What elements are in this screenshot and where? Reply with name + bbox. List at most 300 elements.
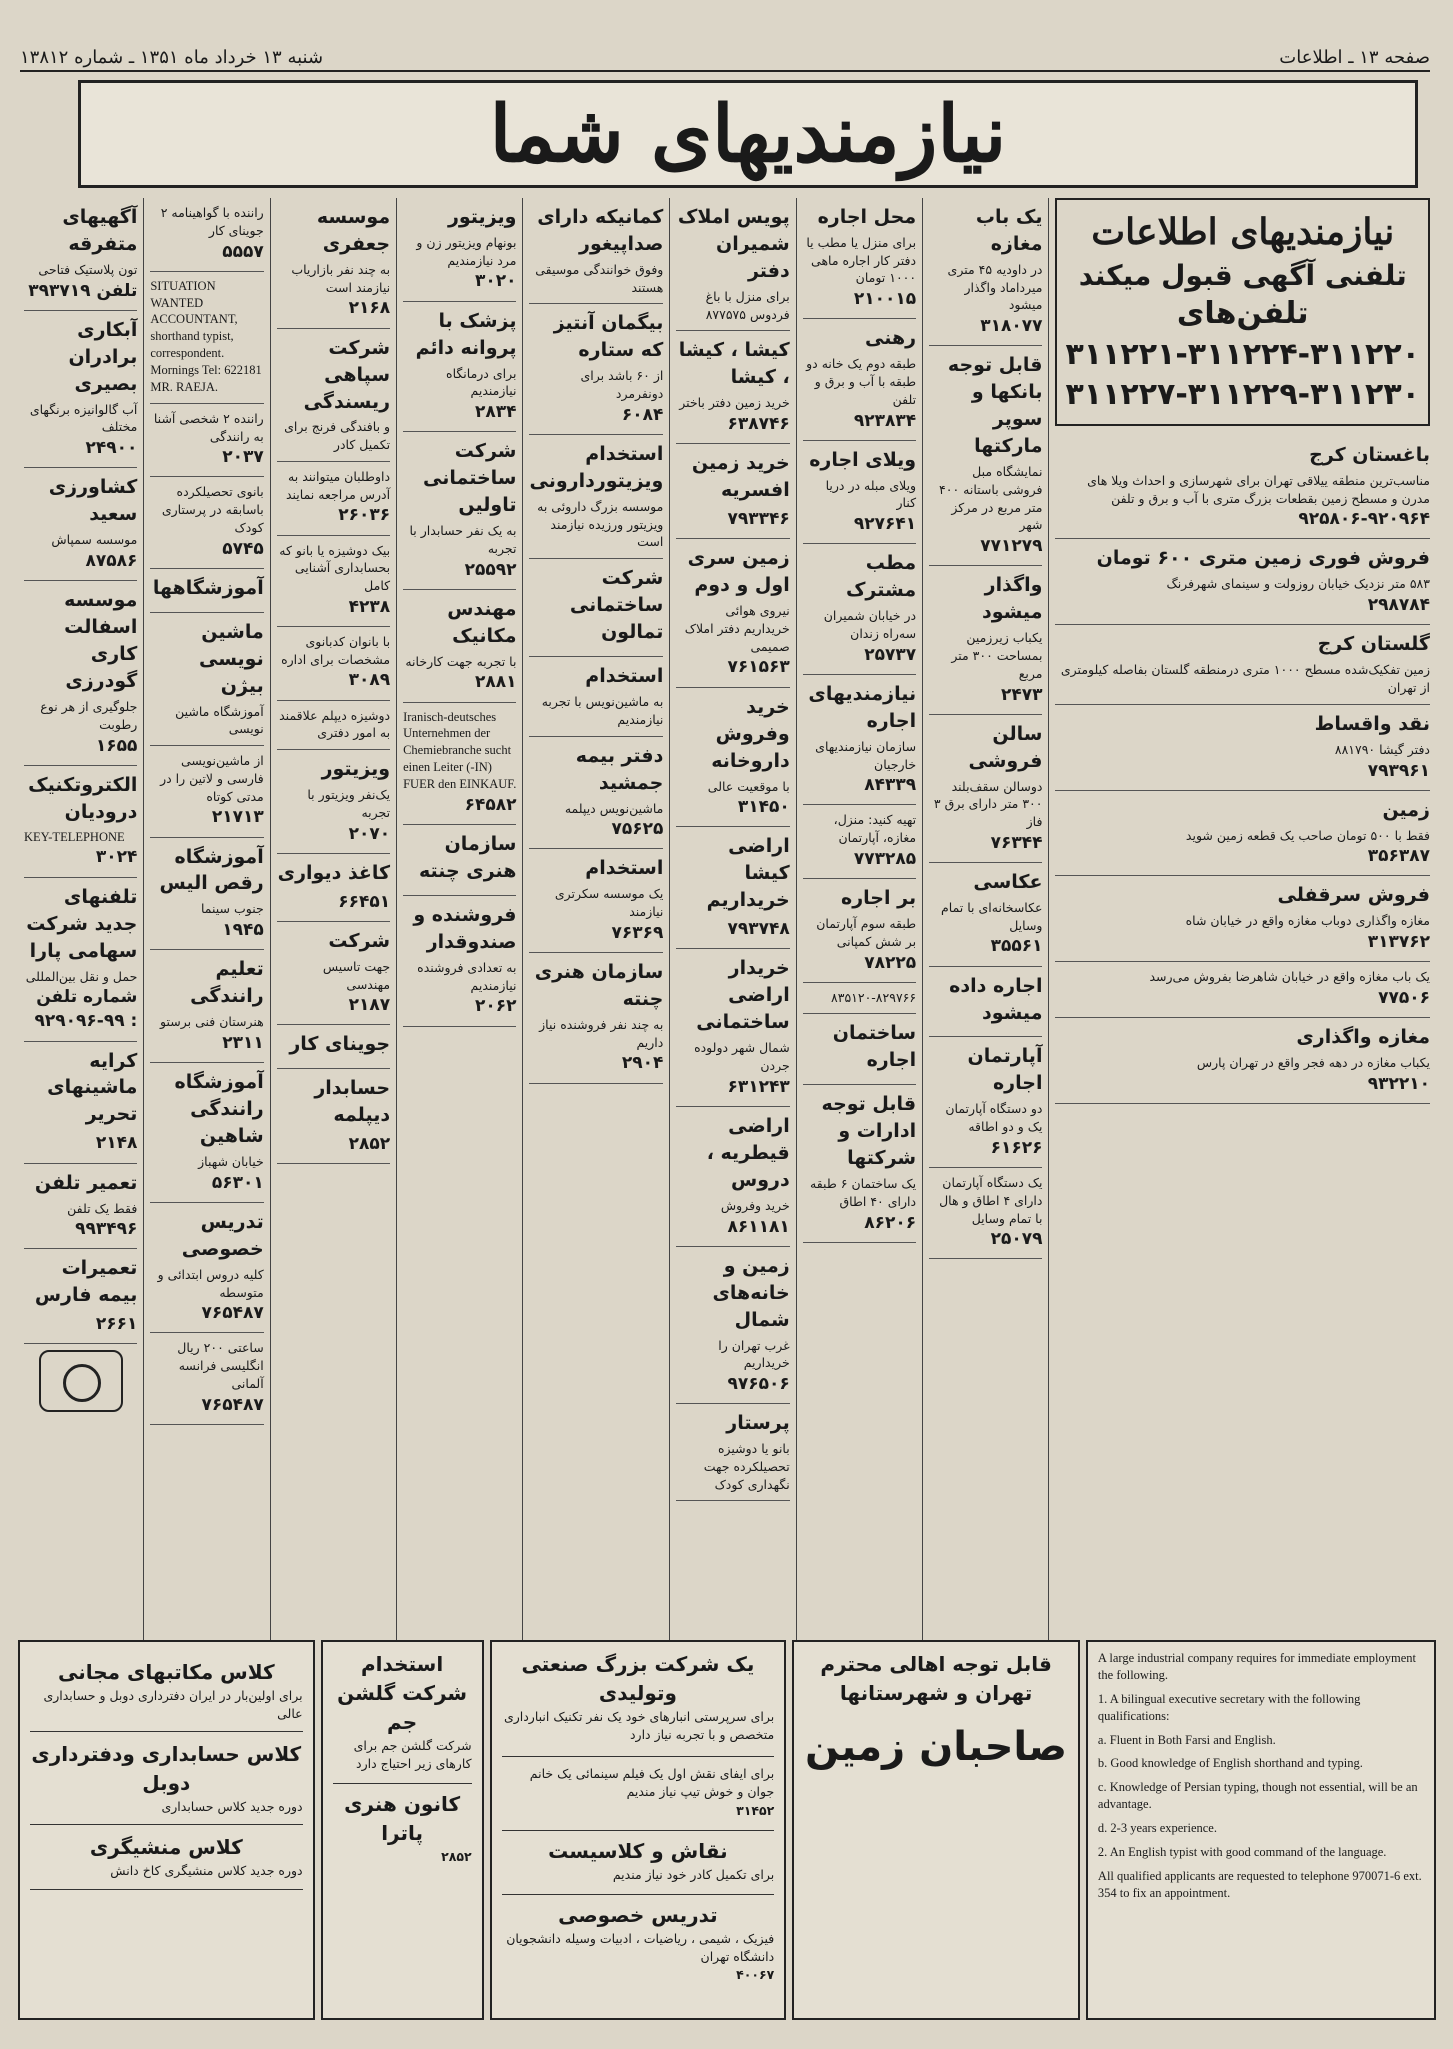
- ad-text: با تجربه جهت کارخانه: [405, 653, 517, 669]
- ad-text: یک‌نفر ویزیتور با تجربه: [307, 787, 391, 820]
- film-ad-text: برای ایفای نقش اول یک فیلم سینمائی یک خانم جوان و خوش تیپ نیاز مندیم: [529, 1766, 775, 1800]
- ad-heading: کشاورزی سعید: [48, 476, 138, 526]
- company-recruit-ad: [321, 1640, 484, 2020]
- classified-ad: [150, 477, 263, 568]
- ad-phone: ۹۳۲۲۱۰: [1367, 1073, 1430, 1094]
- ad-heading: آموزشگاهها: [152, 576, 264, 599]
- ad-text: خیابان شهباز: [198, 1154, 264, 1170]
- ad-text: به چند نفر فروشنده نیاز داریم: [539, 1016, 664, 1050]
- ad-text: مناسب‌ترین منطقه ییلاقی تهران برای شهرسازی و احداث ویلا های مدرن و مسطح زمین بقطعات بزرگ مترى با آب و برق و تلفن: [1087, 472, 1430, 506]
- classified-ad: [803, 198, 916, 319]
- ad-heading: تدریس خصوصی: [181, 1210, 264, 1260]
- classified-ad: [803, 675, 916, 806]
- ad-heading: خریدار اراضی ساختمانی: [696, 957, 790, 1034]
- classified-ad: [676, 827, 789, 949]
- land-owners-subtitle: قابل توجه اهالی محترم تهران و شهرستانها: [820, 1652, 1052, 1705]
- classified-ad: [676, 949, 789, 1107]
- classified-ad: [277, 1025, 390, 1069]
- english-ad-line: b. Good knowledge of English shorthand and typing.: [1097, 1756, 1363, 1771]
- ad-heading: کیشا ، کیشا ، کیشا: [678, 339, 790, 389]
- classified-ad: [803, 544, 916, 675]
- ad-text: به چند نفر بازاریاب نیازمند است: [291, 261, 391, 295]
- ad-text: و بافندگی فرنج برای تکمیل کادر: [284, 419, 391, 453]
- classified-ad: [929, 1168, 1042, 1259]
- english-job-ad: [1086, 1640, 1436, 2020]
- ad-text: برای منزل یا مطب یا دفتر کار اجاره ماهی ۱۰۰۰ تومان: [806, 234, 917, 286]
- column-4-ads: [676, 198, 789, 1501]
- ad-phone: ۴۲۳۸: [348, 596, 391, 617]
- ad-text: جنوب سینما: [200, 901, 264, 917]
- ad-heading: آگهیهای متفرقه: [62, 206, 138, 255]
- patra-title: کانون هنری پاترا: [344, 1792, 461, 1846]
- ad-phone: تلفن ۳۹۳۷۱۹: [28, 280, 138, 301]
- info-box: [1055, 198, 1430, 426]
- ad-phone: ۲۵۰۷۹: [990, 1229, 1043, 1250]
- ad-heading: قابل توجه بانکها و سوپر مارکتها: [947, 354, 1043, 458]
- ad-heading: شرکت: [328, 929, 391, 952]
- ad-text: به یک نفر حسابدار با تجربه: [409, 523, 517, 556]
- ad-heading: زمین سری اول و دوم: [687, 547, 790, 597]
- company-recruit-title: استخدام شرکت گلشن جم: [337, 1652, 468, 1734]
- ad-heading: اراضی قیطریه ، دروس: [706, 1114, 790, 1191]
- ad-heading: پویس املاک شمیران دفتر: [677, 206, 790, 282]
- ad-text: یک دستگاه آپارتمان دارای ۴ اطاق و هال با تمام وسایل: [939, 1175, 1043, 1226]
- classified-ad: [277, 1069, 390, 1164]
- english-ad-line: 2. An English typist with good command of the language.: [1097, 1844, 1387, 1859]
- class-ad-title: کلاس حسابداری ودفترداری دوبل: [31, 1742, 302, 1796]
- ad-phone: ۲۵۷۳۷: [864, 644, 917, 665]
- ad-heading: یک باب مغازه: [975, 206, 1043, 255]
- classified-ad: [277, 750, 390, 854]
- ad-phone: ۵۷۴۵: [222, 538, 264, 559]
- classified-ad: [150, 569, 263, 613]
- ad-text: در داودیه ۴۵ متری میرداماد واگذار میشود: [947, 261, 1043, 313]
- ad-text: خرید وفروش: [720, 1197, 790, 1213]
- ad-heading: فروش فوری زمین متری ۶۰۰ تومان: [1096, 547, 1430, 570]
- classified-ad: [676, 1247, 789, 1405]
- classified-ad: [24, 581, 137, 766]
- classified-ad: [529, 737, 663, 850]
- classified-ad: [676, 539, 789, 687]
- telephone-icon: [39, 1350, 123, 1412]
- classified-ad: [1055, 791, 1430, 877]
- ad-text: Iranisch-deutsches Unternehmen der Chemiebranche sucht einen Leiter (-IN) FUER den EINKAUF.: [403, 709, 517, 791]
- ad-phone: ۲۰۳۷: [222, 447, 264, 468]
- ad-text: موسسه سمپاش: [51, 532, 138, 548]
- ad-phone: ۶۱۶۲۶: [990, 1137, 1043, 1158]
- ad-heading: رهنی: [865, 327, 917, 350]
- ad-phone: ۷۶۱۵۶۳: [727, 657, 790, 678]
- classified-ad: [277, 329, 390, 462]
- ad-text: ۵۸۳ متر نزدیک خیابان روزولت و سینمای شهرفرنگ: [1166, 576, 1430, 592]
- classified-ad: [929, 198, 1042, 346]
- ad-heading: استخدام ویزیتوردارونی: [529, 443, 664, 492]
- ad-heading: آموزشگاه رقص الیس: [159, 845, 264, 895]
- ad-heading: بر اجاره: [841, 887, 917, 910]
- ad-heading: اراضی کیشا خریداریم: [706, 835, 790, 912]
- class-ad: [30, 1825, 303, 1889]
- ad-phone: ۷۸۲۲۵: [864, 952, 917, 973]
- ad-heading: زمین: [1382, 798, 1430, 821]
- film-ad-phone: ۳۱۴۵۲: [736, 1802, 775, 1818]
- classified-ad: [676, 1107, 789, 1247]
- ad-phone: ۶۰۸۴: [621, 404, 664, 425]
- ad-phone: ۷۶۵۴۸۷: [201, 1303, 264, 1324]
- ad-text: موسسه بزرگ داروئی به ویزیتور ورزیده نیازمند است: [537, 498, 664, 550]
- classified-ad: [150, 272, 263, 404]
- ad-phone: ۵۶۳۰۱: [211, 1172, 264, 1193]
- classified-ad: [403, 703, 516, 826]
- ad-phone: ۱۹۴۵: [222, 920, 264, 941]
- ad-heading: مطب مشترک: [845, 552, 917, 602]
- english-ad-line: All qualified applicants are requested to telephone 970071-6 ext. 354 to fix an appointment.: [1097, 1868, 1422, 1900]
- ad-heading: پرستار: [726, 1412, 790, 1435]
- ad-heading: کاغذ دیواری: [277, 861, 391, 884]
- patra-phone: ۲۸۵۲: [441, 1849, 472, 1865]
- tutoring-ad-title: تدریس خصوصی: [558, 1902, 718, 1927]
- ad-heading: آبکاری برادران بصیری: [68, 318, 138, 395]
- classified-ad: [150, 404, 263, 478]
- classes-ads: [18, 1640, 315, 2020]
- classified-ad: [403, 825, 516, 896]
- classified-ad: [1055, 705, 1430, 791]
- ad-text: ویلای مبله در دریا کنار: [825, 477, 917, 511]
- classified-ad: [24, 1042, 137, 1164]
- classified-ad: [277, 922, 390, 1026]
- classified-ad: [676, 198, 789, 331]
- ad-heading: عکاسی: [973, 870, 1043, 893]
- ad-phone: ۳۵۵۶۱: [990, 936, 1043, 957]
- painting-ad-text: برای تکمیل کادر خود نیاز مندیم: [612, 1866, 775, 1882]
- painting-ad-title: نقاش و کلاسیست: [548, 1838, 728, 1863]
- classified-ad: [277, 198, 390, 329]
- ad-phone: ۳۱۴۵۰: [737, 797, 790, 818]
- ad-heading: دفتر بیمه جمشید: [575, 744, 664, 794]
- classified-ad: [929, 1037, 1042, 1168]
- classified-ad: [803, 879, 916, 983]
- english-ad-line: a. Fluent in Both Farsi and English.: [1097, 1732, 1276, 1747]
- industrial-ad-title: یک شرکت بزرگ صنعتی وتولیدی: [521, 1652, 755, 1705]
- ad-text: حمل و نقل بین‌المللی: [25, 968, 138, 984]
- classified-ad: [803, 983, 916, 1015]
- ad-heading: سالن فروشی: [968, 722, 1043, 772]
- page-header-line: [20, 44, 1430, 72]
- ad-heading: خرید وفروش داروخانه: [711, 695, 790, 772]
- classified-ad: [277, 536, 390, 627]
- classified-ad: [1055, 876, 1430, 962]
- ad-text: یک باب مغازه واقع در خیابان شاهرضا بفروش می‌رسد: [1149, 969, 1430, 985]
- ad-text: KEY-TELEPHONE: [23, 829, 125, 844]
- ad-text: راننده ۲ شخصی آشنا به رانندگی: [153, 410, 264, 444]
- ad-heading: نقد واقساط: [1314, 712, 1430, 735]
- classified-ad: [150, 1203, 263, 1334]
- classified-ad: [150, 838, 263, 951]
- ad-phone: شماره تلفن : ۹۹-۹۲۹۰۹۶: [34, 987, 138, 1032]
- ad-text: در خیابان شمیران سه‌راه زندان: [823, 608, 917, 641]
- ad-text: غرب تهران را خریداریم: [718, 1337, 790, 1371]
- ad-text: برای درمانگاه نیازمندیم: [446, 365, 517, 399]
- ad-text: بونهام ویزیتور زن و مرد نیازمندیم: [416, 234, 517, 268]
- classified-ad: [529, 657, 663, 736]
- classified-ad: [150, 1333, 263, 1424]
- english-ad-line: c. Knowledge of Persian typing, though not essential, will be an advantage.: [1097, 1780, 1418, 1812]
- tutoring-ad-phone: ۴۰۰۶۷: [736, 1967, 775, 1982]
- ad-heading: سازمان هنری چنته: [534, 960, 664, 1010]
- ad-phone: ۶۳۸۷۴۶: [727, 414, 790, 435]
- class-ad-title: کلاس منشیگری: [89, 1835, 243, 1860]
- classified-ad: [24, 1249, 137, 1344]
- ad-heading: شرکت سپاهی ریسندگی: [303, 336, 391, 413]
- ad-heading: اجاره داده میشود: [949, 974, 1043, 1024]
- ad-phone: ۲۱۷۱۳: [211, 807, 264, 828]
- ad-heading: قابل توجه ادارات و شرکتها: [821, 1093, 917, 1170]
- ad-text: داوطلبان میتوانند به آدرس مراجعه نمایند: [285, 468, 391, 502]
- classified-ad: [24, 311, 137, 469]
- ad-heading: سازمان هنری چنته: [418, 833, 517, 882]
- ad-heading: زمین و خانه‌های شمال: [712, 1254, 790, 1331]
- ad-phone: ۷۹۳۹۶۱: [1367, 760, 1430, 781]
- ad-phone: ۹۲۳۸۳۴: [853, 410, 917, 431]
- ad-heading: فروش سرقفلی: [1277, 884, 1430, 907]
- class-ad: [30, 1650, 303, 1732]
- ad-heading: ویلای اجاره: [809, 448, 917, 471]
- ad-text: آموزشگاه ماشین نویسی: [175, 703, 264, 737]
- ad-phone: ۷۹۳۷۴۸: [727, 919, 790, 940]
- ad-text: نیروی هوائی خریداریم دفتر املاک صمیمی: [684, 603, 790, 654]
- tutoring-ad: [502, 1894, 775, 1984]
- ad-text: طبقه سوم آپارتمان بر شش کمپانی: [816, 916, 917, 949]
- classified-ad: [529, 849, 663, 953]
- ad-phone: ۳۰۲۰: [474, 271, 517, 292]
- ad-heading: الکتروتکنیک درودیان: [28, 773, 138, 823]
- ad-heading: باغستان کرج: [1309, 443, 1430, 466]
- ad-phone: ۳۵۶۳۸۷: [1367, 846, 1430, 867]
- ad-heading: تلفنهای جدید شرکت سهامی پارا: [26, 885, 138, 962]
- ad-phone: ۸۴۳۳۹: [864, 775, 917, 796]
- classified-ad: [529, 953, 663, 1084]
- ad-text: دو دستگاه آپارتمان یک و دو اطاقه: [945, 1101, 1043, 1135]
- ad-text: یکباب مغازه در دهه فجر واقع در تهران پارس: [1196, 1055, 1430, 1071]
- ad-phone: ۲۸۸۱: [474, 672, 517, 693]
- ad-phone: ۷۶۳۶۹: [611, 922, 664, 943]
- classified-ad: [277, 627, 390, 701]
- ad-text: فقط یک تلفن: [67, 1200, 138, 1216]
- classified-ad: [24, 878, 137, 1042]
- classified-ad: [24, 766, 137, 878]
- ad-text: هنرستان فنی برستو: [160, 1014, 264, 1030]
- ad-phone: ۷۶۵۴۸۷: [201, 1394, 264, 1415]
- ad-heading: گلستان کرج: [1317, 633, 1430, 656]
- ad-text: با بانوان کدبانوی مشخصات برای اداره: [281, 633, 391, 667]
- ad-heading: جوینای کار: [289, 1033, 391, 1056]
- english-ad-line: 1. A bilingual executive secretary with the following qualifications:: [1097, 1691, 1361, 1723]
- ad-phone: ۲۸۳۴: [474, 402, 517, 423]
- column-9-ads: [24, 198, 137, 1344]
- classified-ad: [929, 863, 1042, 967]
- ad-text: بانو یا دوشیزه تحصیلکرده جهت نگهداری کودک: [703, 1441, 790, 1492]
- ad-text: زمین تفکیک‌شده مسطح ۱۰۰۰ متری درمنطقه گلستان بفاصله کیلومتری از تهران: [1060, 662, 1430, 696]
- column-5-ads: [529, 198, 663, 1084]
- ad-phone: ۸۶۱۱۸۱: [727, 1216, 790, 1237]
- ad-heading: استخدام: [585, 665, 664, 688]
- classified-ad: [277, 462, 390, 536]
- industrial-ad-text: برای سرپرستی انبارهای خود یک نفر تکنیک انبارداری متخصص و با تجربه نیاز دارد: [503, 1709, 775, 1743]
- class-ad-text: دوره جدید کلاس حسابداری: [161, 1799, 303, 1815]
- ad-text: به تعدادی فروشنده نیازمندیم: [417, 959, 517, 993]
- ad-heading: موسسه جعفری: [316, 206, 391, 255]
- classified-ad: [529, 435, 663, 559]
- ad-text: یک موسسه سکرترى نیازمند: [554, 886, 664, 920]
- ad-text: ۸۳۵۱۲۰-۸۲۹۷۶۶: [831, 989, 917, 1005]
- ad-heading: تعلیم رانندگی: [190, 958, 264, 1008]
- ad-phone: ۲۴۷۳: [1000, 684, 1043, 705]
- ad-text: تهیه کنید: منزل، مغازه، آپارتمان: [833, 812, 917, 846]
- ad-heading: شرکت ساختمانی تمالون: [569, 567, 664, 644]
- ad-heading: تعمیر تلفن: [34, 1171, 138, 1194]
- ad-text: برای منزل با باغ فردوس ۸۷۷۵۷۵: [705, 288, 790, 322]
- ad-text: فقط با ۵۰۰ تومان صاحب یک قطعه زمین شوید: [1185, 827, 1430, 843]
- ad-heading: فروشنده و صندوقدار: [413, 903, 517, 953]
- ad-text: دوشیزه دیپلم علاقمند به امور دفتری: [279, 707, 391, 741]
- ad-phone: ۵۵۵۷: [222, 241, 264, 262]
- classified-ad: [403, 896, 516, 1027]
- ad-text: با موقعیت عالی: [707, 778, 790, 794]
- ad-phone: ۲۱۴۸: [95, 1133, 138, 1154]
- classified-ad: [403, 198, 516, 302]
- ad-phone: ۲۹۰۴: [621, 1053, 664, 1074]
- ad-phone: ۷۷۳۲۸۵: [853, 848, 917, 869]
- land-owners-ad: [792, 1640, 1080, 2020]
- ad-phone: ۸۷۵۸۶: [85, 551, 138, 572]
- ad-phone: ۷۷۵۰۶: [1378, 988, 1430, 1009]
- classified-ad: [676, 444, 789, 539]
- ad-text: مغازه واگذاری دوباب مغازه واقع در خیابان شاه: [1185, 913, 1430, 929]
- class-ad: [30, 1732, 303, 1825]
- ad-phone: ۲۹۸۷۸۴: [1367, 595, 1430, 616]
- classified-ad: [929, 566, 1042, 714]
- classified-ad: [403, 302, 516, 433]
- classified-ad: [803, 1014, 916, 1085]
- ad-phone: ۹۲۵۸۰۶-۹۲۰۹۶۴: [1298, 509, 1430, 530]
- column-2-ads: [929, 198, 1042, 1259]
- ad-phone: ۲۰۶۲: [474, 996, 517, 1017]
- ad-phone: ۱۶۵۵: [95, 735, 138, 756]
- tutoring-ad-text: فیزیک ، شیمی ، ریاضیات ، ادبیات وسیله دانشجویان دانشگاه تهران: [506, 1930, 775, 1964]
- ad-phone: ۲۸۵۲: [348, 1134, 391, 1155]
- classified-ad: [676, 331, 789, 444]
- ad-heading: ویزیتور: [321, 758, 391, 781]
- ad-phone: ۳۱۸۰۷۷: [980, 316, 1043, 337]
- column-6-ads: [403, 198, 516, 1027]
- classified-ad: [150, 950, 263, 1063]
- ad-text: وفوق خوانندگی موسیقی هستند: [535, 261, 664, 295]
- classified-ad: [803, 319, 916, 440]
- ad-text: دوسالن سقف‌بلند ۳۰۰ متر دارای برق ۳ فاز: [933, 778, 1043, 830]
- ad-phone: ۲۴۹۰۰: [85, 438, 138, 459]
- ad-text: نمایشگاه مبل فروشی باستانه ۴۰۰ متر مربع در مرکز شهر: [939, 464, 1043, 533]
- ad-heading: ساختمان اجاره: [832, 1022, 917, 1072]
- ad-phone: ۲۱۸۷: [348, 995, 391, 1016]
- masthead: [78, 80, 1418, 188]
- ad-text: تون پلاستیک فتاحی: [38, 261, 138, 277]
- column-1-ads: [1055, 436, 1430, 1104]
- ad-heading: مهندس مکانیک: [447, 597, 517, 647]
- classified-ad: [1055, 1018, 1430, 1104]
- info-box-title: نیازمندیهای اطلاعات: [1091, 211, 1395, 253]
- ad-heading: آموزشگاه رانندگی شاهین: [174, 1071, 264, 1148]
- ad-heading: واگذار میشود: [981, 574, 1043, 624]
- classified-ad: [929, 346, 1042, 566]
- classified-ad: [929, 967, 1042, 1038]
- ad-phone: ۶۴۵۸۲: [464, 794, 517, 815]
- ad-text: به ماشین‌نویس با تجربه نیازمندیم: [541, 694, 664, 727]
- ad-phone: ۲۱۰۰۱۵: [853, 289, 917, 310]
- classified-ad: [1055, 962, 1430, 1018]
- ad-text: آب گالوانیزه برنگهای مختلف: [29, 401, 138, 435]
- classified-ad: [24, 1164, 137, 1250]
- english-job-ad-text: [1098, 1650, 1424, 1902]
- classified-ad: [1055, 539, 1430, 625]
- ad-phone: ۳۰۲۴: [95, 847, 138, 868]
- page-number: صفحه ۱۳ ـ اطلاعات: [1279, 46, 1430, 68]
- info-box-subtitle: تلفنی آگهی قبول میکند: [1078, 258, 1407, 292]
- ad-heading: مغازه واگذاری: [1296, 1026, 1430, 1049]
- ad-text: یک ساختمان ۶ طبقه دارای ۴۰ اطاق: [810, 1176, 917, 1209]
- classified-ad: [150, 198, 263, 272]
- classified-ad: [150, 613, 263, 746]
- classified-ad: [676, 1404, 789, 1501]
- ad-phone: ۲۶۰۳۶: [338, 505, 391, 526]
- classified-ad: [803, 805, 916, 879]
- ad-phone: ۲۱۶۸: [348, 298, 391, 319]
- column-7-ads: [277, 198, 390, 1164]
- column-3-ads: [803, 198, 916, 1243]
- classified-ad: [929, 715, 1042, 863]
- ad-phone: ۹۲۷۶۴۱: [853, 514, 917, 535]
- ad-text: خرید زمین دفتر باختر: [679, 395, 790, 411]
- ad-heading: محل اجاره: [817, 206, 917, 228]
- painting-ad: [502, 1830, 775, 1884]
- ad-phone: ۹۹۳۴۹۶: [75, 1219, 138, 1240]
- classified-ad: [24, 468, 137, 581]
- classified-ad: [277, 701, 390, 751]
- classified-ad: [150, 746, 263, 837]
- ad-heading: تعمیرات بیمه فارس: [34, 1257, 138, 1307]
- ad-heading: کرایه ماشینهای تحریر: [47, 1049, 138, 1126]
- english-ad-line: d. 2-3 years experience.: [1097, 1821, 1217, 1835]
- ad-text: ساعتی ۲۰۰ ریال انگلیسی فرانسه آلمانی: [177, 1340, 264, 1391]
- ad-heading: پزشک با پروانه دائم: [415, 309, 517, 359]
- classified-ad: [529, 198, 663, 304]
- ad-phone: ۶۶۴۵۱: [338, 891, 391, 912]
- ad-text: جهت تاسیس مهندسی: [322, 958, 391, 992]
- ad-text: یکباب زیرزمین بمساحت ۳۰۰ متر مربع: [951, 630, 1043, 681]
- english-ad-line: A large industrial company requires for immediate employment the following.: [1097, 1651, 1417, 1682]
- class-ad-title: کلاس مکاتبهای مجانی: [57, 1660, 275, 1684]
- company-recruit-text: شرکت گلشن جم برای کارهای زیر احتیاج دارد: [353, 1738, 472, 1772]
- issue-date: شنبه ۱۳ خرداد ماه ۱۳۵۱ ـ شماره ۱۳۸۱۲: [20, 46, 324, 68]
- info-box-phones-2: ۳۱۱۲۲۷-۳۱۱۲۲۹-۳۱۱۲۳۰: [1065, 377, 1420, 413]
- ad-text: از ۶۰ باشد برای دونفرمرد: [580, 368, 664, 402]
- ad-phone: ۳۰۸۹: [348, 670, 391, 691]
- ad-phone: ۲۵۵۹۲: [464, 559, 517, 580]
- ad-heading: خرید زمین افسریه: [691, 452, 790, 502]
- ad-heading: نیازمندیهای اجاره: [808, 682, 917, 732]
- ad-heading: آپارتمان اجاره: [967, 1045, 1043, 1095]
- ad-heading: ویزیتور: [447, 206, 517, 228]
- classified-ad: [1055, 625, 1430, 704]
- ad-phone: ۳۱۳۷۶۲: [1367, 932, 1430, 953]
